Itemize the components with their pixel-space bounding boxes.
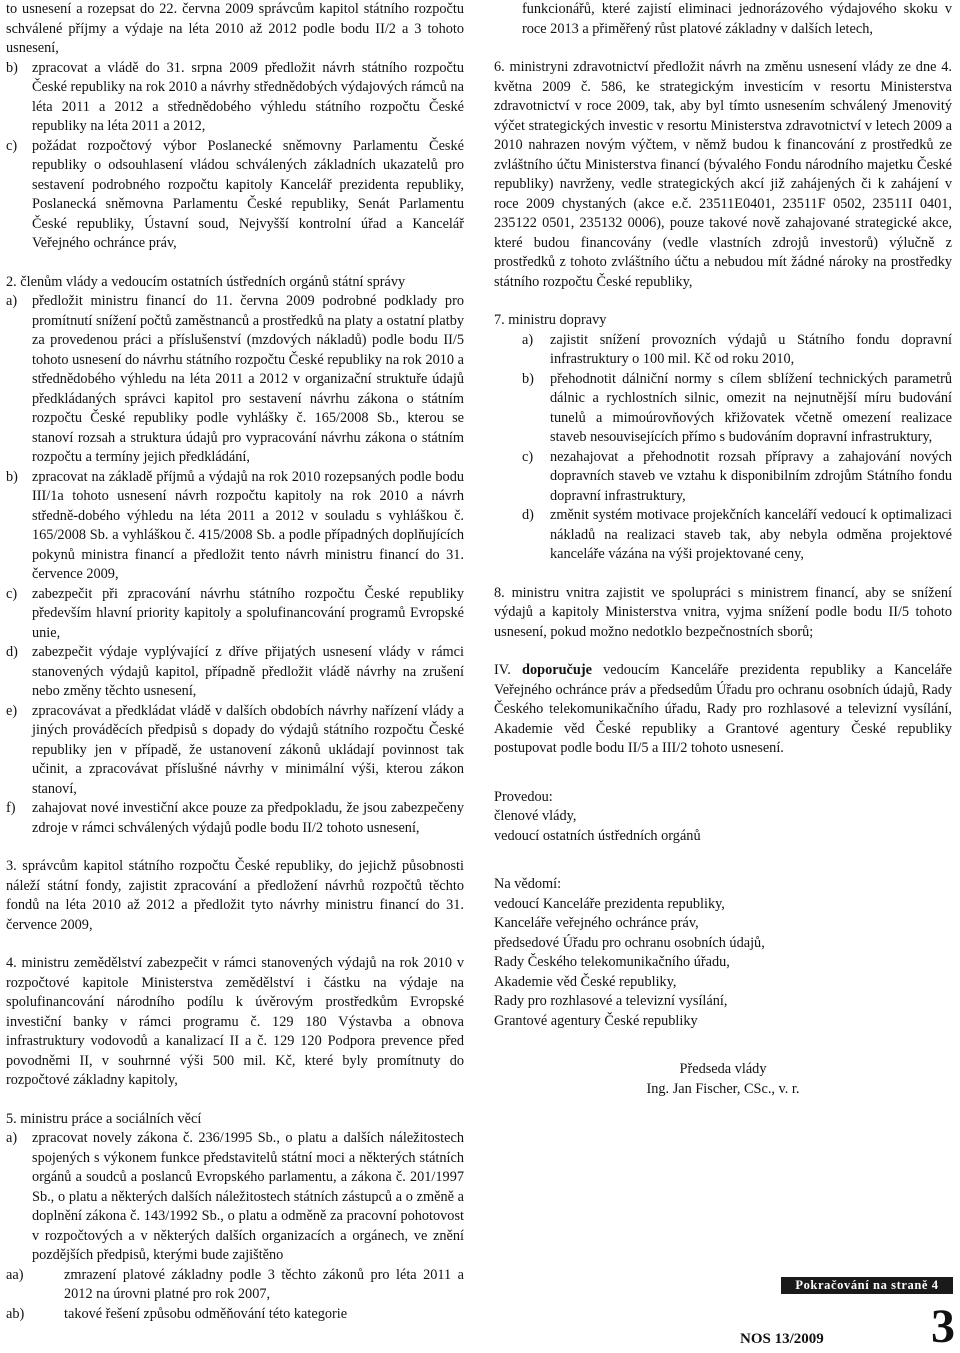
section-5-heading: 5. ministru práce a sociálních věcí [6, 1110, 202, 1127]
right-column [494, 0, 952, 1099]
section-2-heading: 2. členům vlády a vedoucím ostatních ústředních orgánů státní správy [6, 273, 406, 290]
item-label: b) [6, 468, 18, 485]
section-iv-text: vedoucím Kanceláře prezidenta republiky a Kanceláře Veřejného ochránce práv a předsedům Úřadu pro ochranu osobních údajů, Rady Českého telekomunikačního úřadu, Rady pro rozhlasové a televizní vysílání, Akademie věd České republiky a Grantové agentury České republiky postupovat podle bodu II/5 a III/2 tohoto usnesení. [494, 662, 952, 756]
item-text: zpracovávat a předkládat vládě v dalších obdobích návrhy nařízení vlády a jiných prováděcích předpisů s dopady do výdajů státního rozpočtu České republiky jen v případě, že ustanovení zákonů ukládají povinnost tak učinit, a zpracovávat příslušné návrhy v minimální výši, kterou zákon stanoví, [32, 702, 464, 797]
item-text: přehodnotit dálniční normy s cílem sblížení technických parametrů dálnic a rychlostních silnic, omezit na nejnutnější míru budování tunelů a mimoúrovňových křižovatek včetně omezení realizace staveb nesouvisejících přímo s budováním dopravní infrastruktury, [550, 370, 952, 445]
section-iv-verb: doporučuje [522, 662, 592, 678]
item-label: d) [6, 644, 18, 660]
section-iv-number: IV. [494, 662, 511, 678]
section-iv-paragraph [494, 661, 952, 759]
provedou-block [494, 788, 952, 847]
item-label: c) [6, 585, 18, 602]
s2-item-d [6, 643, 464, 702]
item-label: a) [6, 1130, 18, 1146]
item-text: požádat rozpočtový výbor Poslanecké sněmovny Parlamentu České republiky o odsouhlasení vládou schválených základních ukazatelů pro sestavení podrobného rozpočtu kapitoly Kancelář prezidenta republiky, Poslanecká sněmovna Parlamentu České republiky, Senát Parlamentu České republiky, Ústavní soud, Nejvyšší kontrolní úřad a Kancelář Veřejného ochránce práv, [32, 137, 464, 251]
intro-item-b [6, 59, 464, 137]
na-vedomi-line: Akademie věd České republiky, [494, 973, 677, 990]
left-column [6, 0, 464, 1324]
item-text: předložit ministru financí do 11. června 2009 podrobné podklady pro promítnutí snížení počtů zaměstnanců a prostředků na platy a ostatní platby za provedenou práci a příslušenství (mzdových nákladů) podle bodu II/5 tohoto usnesení do návrhu státního rozpočtu České republiky na rok 2010 a střednědobého výhledu na léta 2011 a 2012 v organizační struktuře údajů předkládaných správci kapitol pro sestavení návrhu zákona o státním rozpočtu České republiky podle vyhlášky č. 165/2008 Sb., kterou se stanoví rozsah a struktura údajů pro vypracování návrhu zákona o státním rozpočtu a termíny jejich předkládání, [32, 293, 464, 465]
item-text: nezahajovat a přehodnotit rozsah přípravy a zahajování nových dopravních staveb ve vztahu k disponibilním zdrojům Státního fondu dopravní infrastruktury, [550, 448, 952, 504]
item-label: b) [6, 59, 18, 76]
item-label: a) [522, 331, 534, 348]
item-text: zabezpečit při zpracování návrhu státního rozpočtu České republiky především hlavní priority kapitoly a spolufinancování programů Evropské unie, [32, 585, 464, 641]
na-vedomi-line: Rady pro rozhlasové a televizní vysílání, [494, 993, 728, 1009]
continued-banner: Pokračování na straně 4 [781, 1277, 953, 1294]
item-text: zpracovat na základě příjmů a výdajů na rok 2010 rozepsaných podle bodu III/1a tohoto usnesení návrh rozpočtu kapitoly na rok 2010 a návrh středně-dobého výhledu na léta 2011 a 2012 v souladu s vyhláškou č. 165/2008 Sb. a vyhláškou č. 415/2008 Sb. a podle případných doplňujících pokynů ministra financí a předložit tento návrh ministru financí do 31. července 2009, [32, 468, 464, 582]
item-label: d) [522, 507, 534, 523]
na-vedomi-line: Rady Českého telekomunikačního úřadu, [494, 954, 730, 970]
s5-item-a [6, 1129, 464, 1266]
item-label: b) [522, 370, 534, 387]
page-number: 3 [931, 1300, 955, 1353]
item-text: zmrazení platové základny podle 3 těchto zákonů pro léta 2011 a 2012 na úrovni platné pro rok 2007, [64, 1266, 464, 1302]
section-6-paragraph: 6. ministryni zdravotnictví předložit návrh na změnu usnesení vlády ze dne 4. května 2009 č. 586, ke strategickým investicím v resortu Ministerstva zdravotnictví v roce 2009, tak, aby byl tímto usnesením schválený Jmenovitý výčet strategických investic v resortu Ministerstva zdravotnictví v letech 2009 a 2010 nahrazen novým výčtem, v němž budou k financování z prostředků ze zvláštního účtu Ministerstva financí (bývalého Fondu národního majetku České republiky) navrženy, vedle strategických akcí již zahájených či k zahájení v roce 2009 chystaných (akce e.č. 23511E0401, 23511F 0502, 23511I 0401, 235122 0501, 235132 0006), pouze takové nově zahajované strategické akce, které budou financovány (vedle vlastních zdrojů investorů) výlučně z prostředků z tohoto zvláštního účtu a nebudou mít žádné nároky na prostředky státního rozpočtu České republiky, [494, 59, 952, 290]
s2-item-c [6, 585, 464, 644]
signature-title: Předseda vlády [679, 1061, 767, 1077]
signature-block [494, 1060, 952, 1099]
provedou-line: Provedou: [494, 788, 553, 805]
continued-text-content: funkcionářů, které zajistí eliminaci jednorázového výdajového skoku v roce 2013 a přiměřený růst platové základny v dalších letech, [522, 1, 952, 37]
s2-item-f [6, 799, 464, 838]
s2-item-b [6, 468, 464, 585]
item-label: aa) [6, 1266, 24, 1283]
s7-item-d [522, 506, 952, 565]
item-text: zpracovat a vládě do 31. srpna 2009 předložit návrh státního rozpočtu České republiky na rok 2010 a návrhy střednědobých výdajových rámců na léta 2011 a 2012 a střednědobého výhledu státního rozpočtu České republiky na léta 2011 a 2012, [32, 59, 464, 134]
s7-item-b [522, 370, 952, 448]
item-label: e) [6, 702, 18, 719]
s7-item-c [522, 448, 952, 507]
issue-number: NOS 13/2009 [740, 1331, 824, 1347]
s7-item-a [522, 331, 952, 370]
na-vedomi-line: předsedové Úřadu pro ochranu osobních údajů, [494, 934, 765, 951]
item-label: a) [6, 293, 18, 309]
item-label: c) [522, 448, 534, 465]
section-8-paragraph: 8. ministru vnitra zajistit ve spolupráci s ministrem financí, aby se snížení výdajů a kapitoly Ministerstva vnitra, vyjma snížení podle bodu II/5 tohoto usnesení, pokud možno nedotklo bezpečnostních sborů; [494, 584, 952, 640]
s5-item-aa [6, 1266, 464, 1305]
provedou-line: členové vlády, [494, 808, 577, 824]
item-label: f) [6, 800, 16, 816]
s7-list [494, 331, 952, 565]
provedou-line: vedoucí ostatních ústředních orgánů [494, 827, 701, 844]
s5-item-ab [6, 1305, 464, 1325]
na-vedomi-line: vedoucí Kanceláře prezidenta republiky, [494, 895, 725, 912]
section-7-heading: 7. ministru dopravy [494, 312, 607, 328]
item-text: zpracovat novely zákona č. 236/1995 Sb., o platu a dalších náležitostech spojených s výkonem funkce představitelů státní moci a některých státních orgánů a soudců a poslanců Evropského parlamentu, a zákona č. 201/1997 Sb., o platu a některých dalších náležitostech státních zástupců a o změně a doplnění zákona č. 143/1992 Sb., o platu a odměně za pracovní pohotovost v rozpočtových a v některých dalších organizacích a orgánech, ve znění pozdějších předpisů, kterými bude zajištěno [32, 1130, 464, 1263]
s2-item-e [6, 702, 464, 800]
signature-name: Ing. Jan Fischer, CSc., v. r. [646, 1080, 800, 1097]
intro-item-c [6, 137, 464, 254]
item-label: c) [6, 137, 18, 154]
item-text: zabezpečit výdaje vyplývající z dříve přijatých usnesení vlády v rámci stanovených výdajů kapitol, případně předložit vládě návrhy na zrušení nebo změny těchto usnesení, [32, 644, 464, 699]
intro-paragraph: to usnesení a rozepsat do 22. června 2009 správcům kapitol státního rozpočtu schválené příjmy a výdaje na léta 2010 až 2012 podle bodu II/2 a 3 tohoto usnesení, [6, 1, 464, 56]
section-4-paragraph: 4. ministru zemědělství zabezpečit v rámci stanovených výdajů na rok 2010 v rozpočtové kapitole Ministerstva zemědělství i částku na výdaje na spolufinancování národního podílu k úvěrovým prostředkům Evropské investiční banky v rámci programu č. 129 180 Výstavba a obnova infrastruktury vodovodů a kanalizací II a č. 129 120 Podpora prevence před povodněmi II, v souhrnné výši 500 mil. Kč, které byly promítnuty do rozpočtové základny kapitoly, [6, 955, 464, 1088]
item-label: ab) [6, 1305, 25, 1322]
item-text: zajistit snížení provozních výdajů u Státního fondu dopravní infrastruktury o 100 mil. Kč od roku 2010, [550, 331, 952, 367]
na-vedomi-line: Na vědomí: [494, 876, 562, 892]
item-text: zahajovat nové investiční akce pouze za předpokladu, že jsou zabezpečeny zdroje v rámci schválených výdajů podle bodu II/2 tohoto usnesení, [32, 800, 464, 836]
section-3-paragraph: 3. správcům kapitol státního rozpočtu České republiky, do jejichž působnosti náleží státní fondy, zajistit zpracování a předložení návrhů rozpočtů těchto fondů na léta 2010 až 2012 a předložit tyto návrhy ministru financí do 31. července 2009, [6, 858, 464, 933]
na-vedomi-line: Grantové agentury České republiky [494, 1012, 698, 1029]
item-text: změnit systém motivace projekčních kanceláří vedoucí k optimalizaci nákladů na realizaci staveb tak, aby nebyla odměna projektové kanceláře vázána na výši projektované ceny, [550, 507, 952, 562]
s2-item-a [6, 292, 464, 468]
item-text: takové řešení způsobu odměňování této kategorie [64, 1305, 348, 1322]
na-vedomi-block [494, 875, 952, 1031]
na-vedomi-line: Kanceláře veřejného ochránce práv, [494, 915, 699, 931]
continued-text [494, 0, 952, 39]
